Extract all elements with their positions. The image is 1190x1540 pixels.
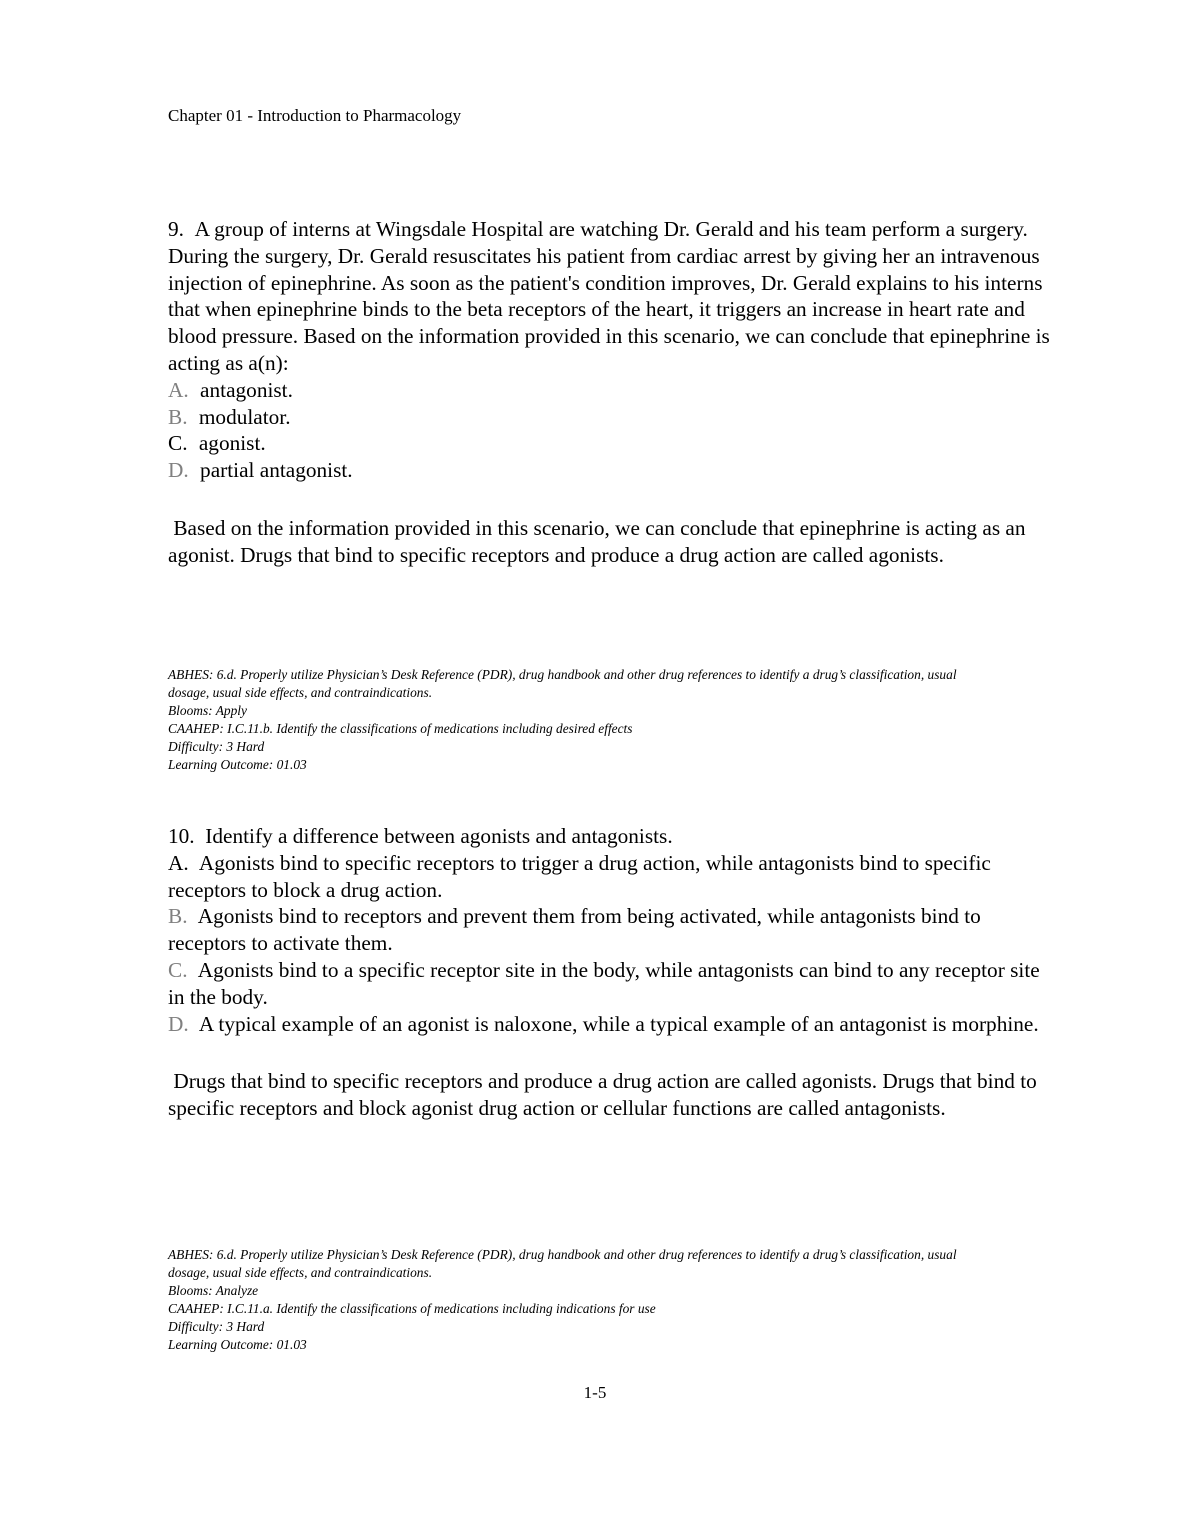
option-letter: D.: [168, 458, 189, 483]
question-9-meta: [168, 666, 998, 774]
option-letter: A.: [168, 850, 189, 875]
option-letter: D.: [168, 1011, 189, 1036]
option-text: modulator.: [198, 404, 291, 429]
abhes-standard: ABHES: 6.d. Properly utilize Physician’s Desk Reference (PDR), drug handbook and other drug references to identify a drug’s classification, usual dosage, usual side effects, and contraindications.: [168, 667, 957, 700]
explanation: [168, 1068, 1058, 1122]
question-10: [168, 823, 1058, 1122]
question-number: 10.: [168, 824, 195, 848]
option-letter: C.: [168, 957, 188, 982]
option-d: [168, 457, 1058, 484]
caahep-standard: CAAHEP: I.C.11.b. Identify the classifications of medications including desired effects: [168, 721, 633, 736]
learning-outcome: Learning Outcome: 01.03: [168, 757, 307, 772]
difficulty: Difficulty: 3 Hard: [168, 739, 265, 754]
option-text: A typical example of an agonist is naloxone, while a typical example of an antagonist is morphine.: [198, 1011, 1039, 1036]
question-stem: [168, 823, 1058, 850]
option-letter: B.: [168, 904, 188, 929]
question-text: A group of interns at Wingsdale Hospital are watching Dr. Gerald and his team perform a surgery. During the surgery, Dr. Gerald resuscitates his patient from cardiac arrest by giving her an intravenous injection of epinephrine. As soon as the patient's condition improves, Dr. Gerald explains to his interns that when epinephrine binds to the beta receptors of the heart, it triggers an increase in heart rate and blood pressure. Based on the information provided in this scenario, we can conclude that epinephrine is acting as a(n):: [168, 217, 1050, 375]
blooms-level: Blooms: Analyze: [168, 1283, 259, 1298]
question-10-meta: [168, 1246, 998, 1354]
option-text: antagonist.: [200, 377, 293, 402]
question-text: Identify a difference between agonists and antagonists.: [205, 824, 673, 848]
chapter-title: Chapter 01 - Introduction to Pharmacology: [168, 106, 462, 125]
explanation-text: Drugs that bind to specific receptors and produce a drug action are called agonists. Drugs that bind to specific receptors and block agonist drug action or cellular functions are called antagonists.: [168, 1069, 1037, 1121]
option-c: [168, 957, 1058, 1011]
option-text: partial antagonist.: [200, 458, 353, 483]
option-c: [168, 430, 1058, 457]
option-letter: C.: [168, 431, 188, 456]
abhes-standard: ABHES: 6.d. Properly utilize Physician’s Desk Reference (PDR), drug handbook and other drug references to identify a drug’s classification, usual dosage, usual side effects, and contraindications.: [168, 1247, 957, 1280]
option-b: [168, 903, 1058, 957]
difficulty: Difficulty: 3 Hard: [168, 1319, 265, 1334]
page-number: 1-5: [583, 1383, 607, 1402]
option-letter: B.: [168, 404, 188, 429]
option-a: [168, 377, 1058, 404]
option-d: [168, 1011, 1058, 1038]
explanation-text: Based on the information provided in this scenario, we can conclude that epinephrine is acting as an agonist. Drugs that bind to specific receptors and produce a drug action are called agonists.: [168, 515, 1026, 567]
learning-outcome: Learning Outcome: 01.03: [168, 1337, 307, 1352]
explanation: [168, 515, 1058, 569]
option-text: agonist.: [198, 431, 266, 456]
option-letter: A.: [168, 377, 189, 402]
caahep-standard: CAAHEP: I.C.11.a. Identify the classifications of medications including indications for use: [168, 1301, 656, 1316]
question-stem: [168, 216, 1058, 377]
option-text: Agonists bind to a specific receptor site in the body, while antagonists can bind to any receptor site in the body.: [168, 957, 1040, 1009]
question-number: 9.: [168, 217, 184, 241]
option-text: Agonists bind to specific receptors to trigger a drug action, while antagonists bind to specific receptors to block a drug action.: [168, 850, 991, 902]
option-text: Agonists bind to receptors and prevent them from being activated, while antagonists bind to receptors to activate them.: [168, 904, 981, 956]
option-a: [168, 850, 1058, 904]
question-9: [168, 216, 1058, 569]
option-b: [168, 404, 1058, 431]
blooms-level: Blooms: Apply: [168, 703, 247, 718]
